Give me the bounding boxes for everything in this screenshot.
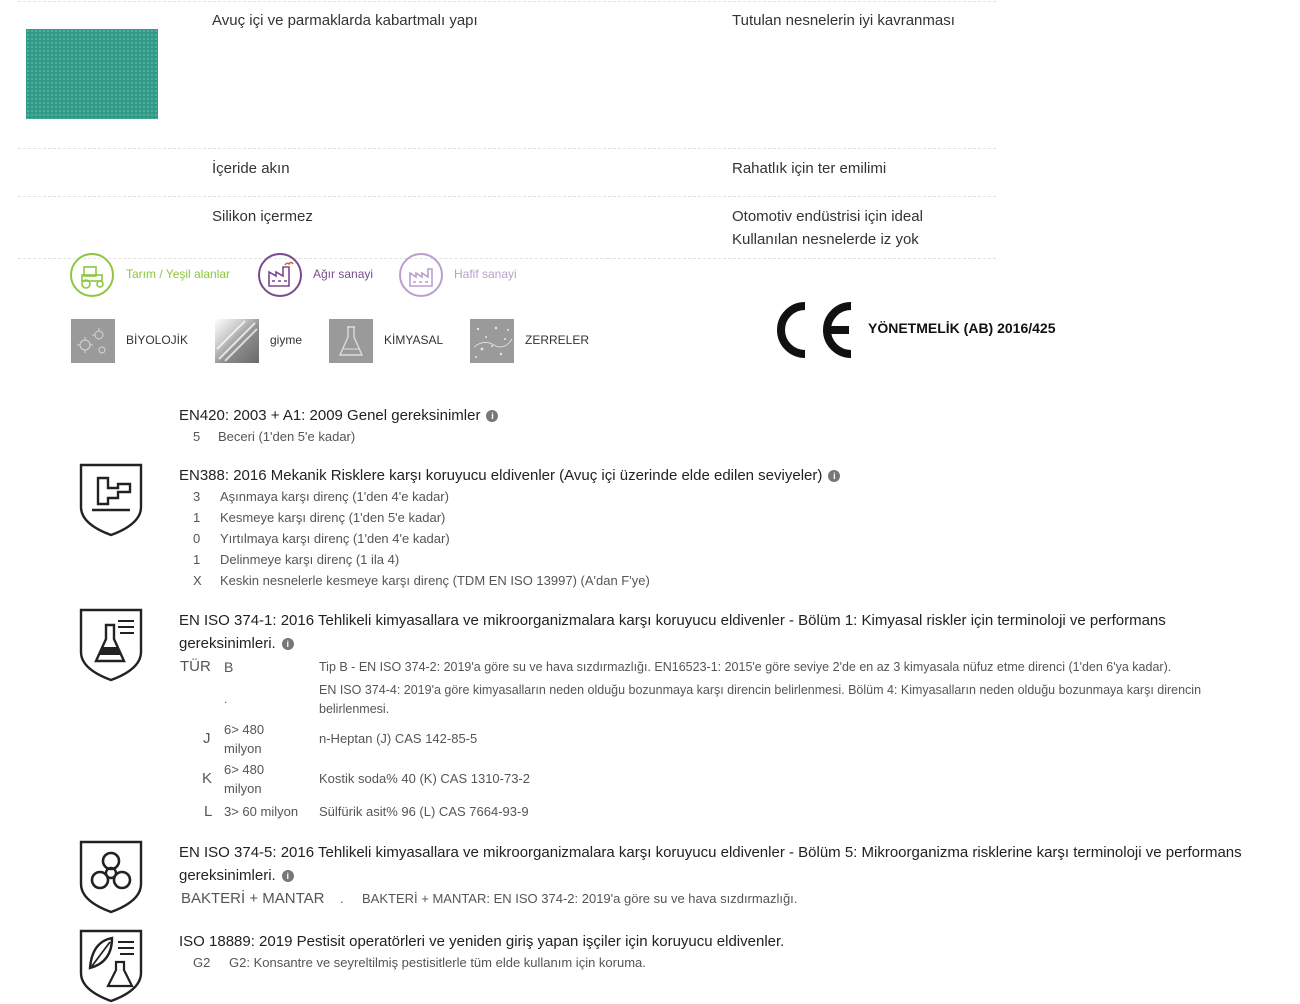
en374-5-title-line1: EN ISO 374-5: 2016 Tehlikeli kimyasallara ve mikroorganizmalara karşı koruyucu eldivenler - Bölüm 5: Mikroorganizma risklerine karşı terminoloji ve performans <box>179 844 1242 861</box>
level-desc: Beceri (1'den 5'e kadar) <box>218 429 356 444</box>
en420-title: EN420: 2003 + A1: 2009 Genel gereksinimler i <box>179 404 498 427</box>
risk-chemical-label: KİMYASAL <box>384 333 444 347</box>
chemical-level: milyon <box>224 741 262 756</box>
degradation-dot: . <box>224 692 228 706</box>
iso18889-title: ISO 18889: 2019 Pestisit operatörleri ve yeniden giriş yapan işçiler için koruyucu eldivenler. <box>179 933 785 950</box>
light-factory-icon <box>399 253 443 297</box>
feature-text: İçeride akın <box>212 160 290 177</box>
level-value: G2 <box>193 955 211 970</box>
level-desc: Delinmeye karşı direnç (1 ila 4) <box>220 552 400 567</box>
feature-benefit: Tutulan nesnelerin iyi kavranması <box>732 12 955 29</box>
particles-icon <box>470 319 514 363</box>
level-desc: Kesmeye karşı direnç (1'den 5'e kadar) <box>220 510 446 525</box>
feature-benefit: Rahatlık için ter emilimi <box>732 160 887 177</box>
chemical-code: L <box>204 803 213 820</box>
wear-icon <box>215 319 259 363</box>
type-desc: Tip B - EN ISO 374-2: 2019'a göre su ve hava sızdırmazlığı. EN16523-1: 2015'e göre seviye 2'de en az 3 kimyasala nüfuz etme direnci (1'den 6'ya kadar). <box>319 660 1172 674</box>
chemical-level: milyon <box>224 781 262 796</box>
pesticide-shield-icon <box>78 928 144 1004</box>
type-label: TÜR <box>180 658 211 675</box>
chemical-level: 3> 60 milyon <box>224 804 299 819</box>
level-value: 1 <box>193 510 201 525</box>
level-desc: Aşınmaya karşı direnç (1'den 4'e kadar) <box>220 489 449 504</box>
risk-biological-label: BİYOLOJİK <box>126 333 189 347</box>
chemical-flask-icon <box>329 319 373 363</box>
chemical-code: K <box>202 770 213 787</box>
level-desc: Yırtılmaya karşı direnç (1'den 4'e kadar) <box>220 531 450 546</box>
industry-heavy-label: Ağır sanayi <box>313 267 374 281</box>
chemical-level: 6> 480 <box>224 722 265 737</box>
chemical-risk-shield-icon <box>78 607 144 683</box>
chemical-code: J <box>203 730 211 747</box>
info-icon[interactable]: i <box>486 410 498 422</box>
en374-1-title-line1: EN ISO 374-1: 2016 Tehlikeli kimyasallara ve mikroorganizmalara karşı koruyucu eldivenler - Bölüm 1: Kimyasal riskler için terminoloji ve performans <box>179 612 1166 629</box>
level-value: 1 <box>193 552 201 567</box>
microorganism-label: BAKTERİ + MANTAR <box>181 890 325 907</box>
industry-agriculture-label: Tarım / Yeşil alanlar <box>126 267 231 281</box>
level-value: 3 <box>193 489 201 504</box>
en374-5-title-line2: gereksinimleri. i <box>179 864 294 887</box>
divider <box>18 1 996 2</box>
en388-title: EN388: 2016 Mekanik Risklere karşı koruyucu eldivenler (Avuç içi üzerinde elde edilen seviyeler) i <box>179 464 840 487</box>
chemical-desc: Sülfürik asit% 96 (L) CAS 7664-93-9 <box>319 804 529 819</box>
tractor-icon <box>70 253 114 297</box>
level-desc: G2: Konsantre ve seyreltilmiş pestisitlerle tüm elde kullanım için koruma. <box>229 955 646 970</box>
feature-benefit: Kullanılan nesnelerde iz yok <box>732 231 919 248</box>
biological-icon <box>71 319 115 363</box>
divider <box>18 148 996 149</box>
level-value: 5 <box>193 429 201 444</box>
ce-mark-icon <box>775 300 855 360</box>
microorganism-desc: BAKTERİ + MANTAR: EN ISO 374-2: 2019'a göre su ve hava sızdırmazlığı. <box>362 891 798 906</box>
level-desc: Keskin nesnelerle kesmeye karşı direnç (TDM EN ISO 13997) (A'dan F'ye) <box>220 573 650 588</box>
material-swatch <box>26 29 158 119</box>
chemical-level: 6> 480 <box>224 762 265 777</box>
mechanical-risk-shield-icon <box>78 462 144 538</box>
microorganism-dot: . <box>340 891 344 906</box>
info-icon[interactable]: i <box>282 638 294 650</box>
degradation-desc: belirlenmesi. <box>319 702 390 716</box>
degradation-desc: EN ISO 374-4: 2019'a göre kimyasalların neden olduğu bozunmaya karşı direncin belirlenmesi. Bölüm 4: Kimyasalların neden olduğu bozunmaya karşı direncin <box>319 683 1202 697</box>
info-icon[interactable]: i <box>828 470 840 482</box>
type-value: B <box>224 659 234 675</box>
info-icon[interactable]: i <box>282 870 294 882</box>
regulation-label: YÖNETMELİK (AB) 2016/425 <box>868 320 1056 336</box>
risk-wear-label: giyme <box>270 333 303 347</box>
feature-benefit: Otomotiv endüstrisi için ideal <box>732 208 923 225</box>
risk-particles-label: ZERRELER <box>525 333 590 347</box>
level-value: 0 <box>193 531 201 546</box>
chemical-desc: Kostik soda% 40 (K) CAS 1310-73-2 <box>319 771 530 786</box>
chemical-desc: n-Heptan (J) CAS 142-85-5 <box>319 731 478 746</box>
divider <box>18 196 996 197</box>
divider <box>608 258 996 259</box>
heavy-factory-icon <box>258 253 302 297</box>
feature-text: Avuç içi ve parmaklarda kabartmalı yapı <box>212 12 478 29</box>
industry-light-label: Hafif sanayi <box>454 267 517 281</box>
biohazard-shield-icon <box>78 839 144 915</box>
feature-text: Silikon içermez <box>212 208 313 225</box>
en374-1-title-line2: gereksinimleri. i <box>179 632 294 655</box>
level-value: X <box>193 573 202 588</box>
